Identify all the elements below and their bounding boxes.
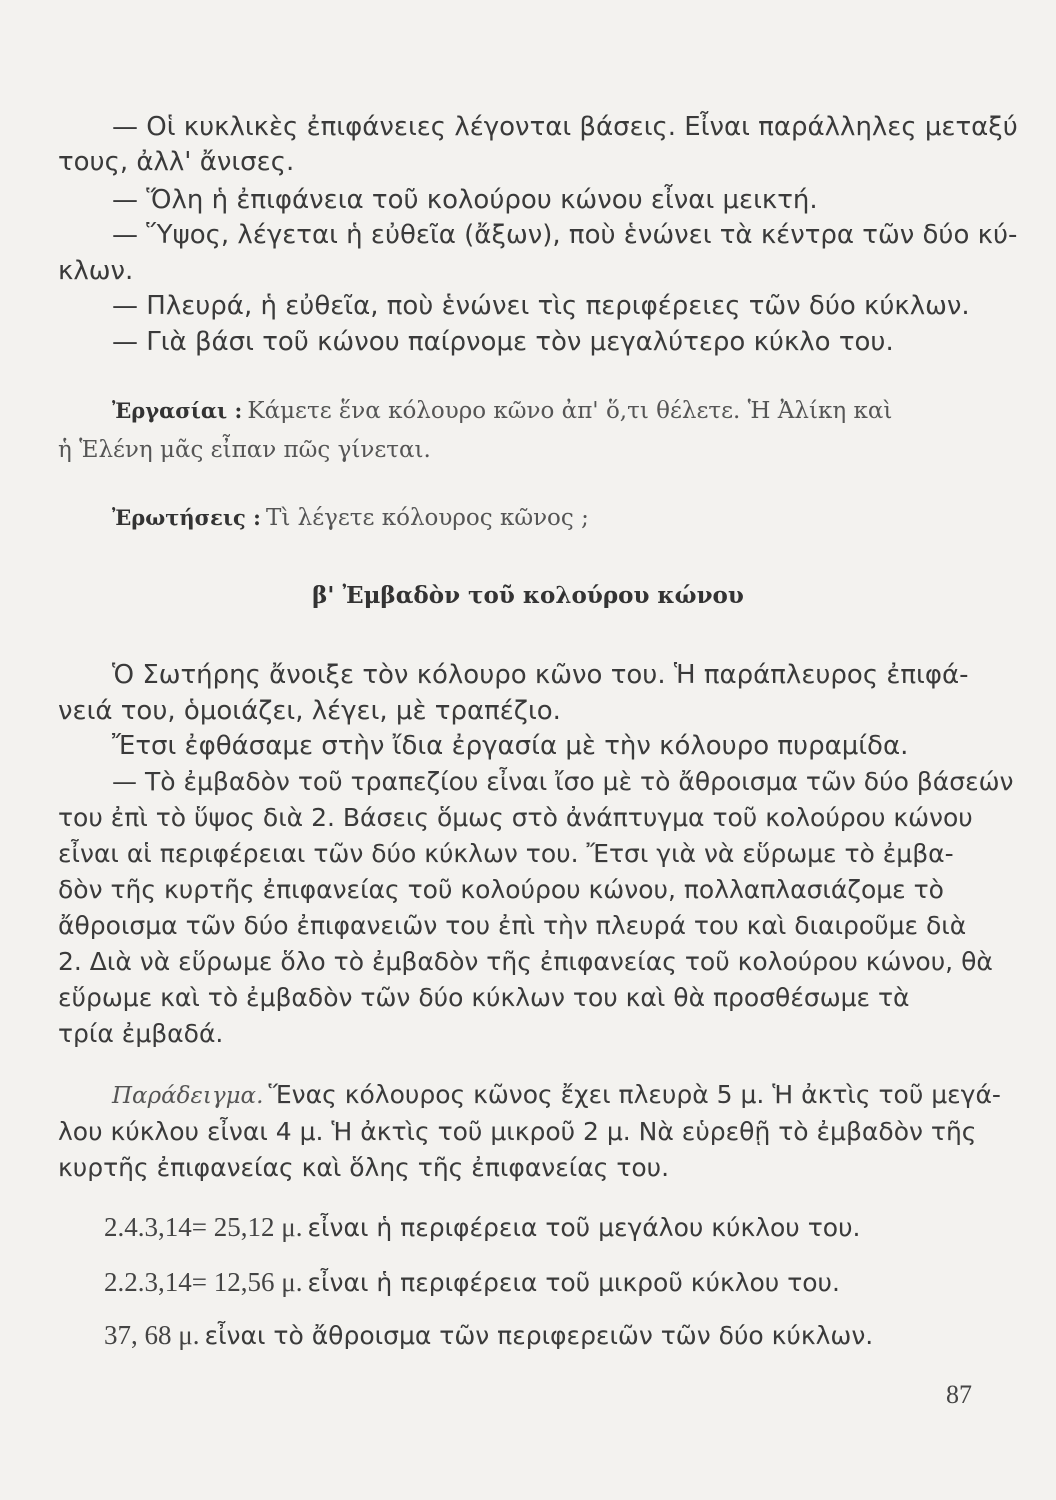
body-line-5: του ἐπὶ τὸ ὕψος διὰ 2. Βάσεις ὅμως στὸ ἀνάπτυγμα τοῦ κολούρου κώνου [58, 803, 973, 832]
intro-line-2: τους, ἀλλ' ἄνισες. [58, 147, 295, 177]
example-text-1: Ἕνας κόλουρος κῶνος ἔχει πλευρὰ 5 μ. Ἡ ἀκτὶς τοῦ μεγά- [268, 1080, 1001, 1109]
intro-line-5: κλων. [58, 256, 134, 286]
intro-line-4: — Ὕψος, λέγεται ἡ εὐθεῖα (ἄξων), ποὺ ἑνώνει τὰ κέντρα τῶν δύο κύ- [112, 220, 1018, 250]
intro-line-7: — Γιὰ βάσι τοῦ κώνου παίρνομε τὸν μεγαλύτερο κύκλο του. [112, 327, 894, 357]
questions-line [112, 505, 589, 531]
questions-text: Τὶ λέγετε κόλουρος κῶνος ; [265, 505, 589, 531]
intro-line-6: — Πλευρά, ἡ εὐθεῖα, ποὺ ἑνώνει τὶς περιφέρειες τῶν δύο κύκλων. [112, 291, 970, 321]
body-line-7: δὸν τῆς κυρτῆς ἐπιφανείας τοῦ κολούρου κώνου, πολλαπλασιάζομε τὸ [58, 875, 944, 904]
body-line-4: — Τὸ ἐμβαδὸν τοῦ τραπεζίου εἶναι ἴσο μὲ τὸ ἄθροισμα τῶν δύο βάσεών [112, 767, 1014, 796]
intro-line-3: — Ὅλη ἡ ἐπιφάνεια τοῦ κολούρου κώνου εἶναι μεικτή. [112, 185, 818, 215]
tasks-label: Ἐργασίαι : [112, 398, 243, 423]
calc-line-2 [104, 1267, 840, 1298]
calc-line-3 [104, 1320, 873, 1351]
tasks-line-1 [112, 398, 892, 424]
example-line-3: κυρτῆς ἐπιφανείας καὶ ὅλης τῆς ἐπιφανείας του. [58, 1153, 670, 1182]
body-line-9: 2. Διὰ νὰ εὕρωμε ὅλο τὸ ἐμβαδὸν τῆς ἐπιφανείας τοῦ κολούρου κώνου, θὰ [58, 947, 993, 976]
example-line-1 [112, 1080, 1001, 1109]
calc-3-text: εἶναι τὸ ἄθροισμα τῶν περιφερειῶν τῶν δύο κύκλων. [204, 1321, 874, 1350]
body-line-1: Ὁ Σωτήρης ἄνοιξε τὸν κόλουρο κῶνο του. Ἡ παράπλευρος ἐπιφά- [112, 660, 969, 690]
body-line-11: τρία ἐμβαδά. [58, 1019, 224, 1048]
calc-1-expr: 2.4.3,14= 25,12 μ. [104, 1212, 303, 1242]
body-line-3: Ἔτσι ἐφθάσαμε στὴν ἴδια ἐργασία μὲ τὴν κόλουρο πυραμίδα. [112, 731, 909, 761]
calc-line-1 [104, 1212, 860, 1243]
body-line-10: εὕρωμε καὶ τὸ ἐμβαδὸν τῶν δύο κύκλων του καὶ θὰ προσθέσωμε τὰ [58, 983, 910, 1012]
calc-2-text: εἶναι ἡ περιφέρεια τοῦ μικροῦ κύκλου του. [307, 1268, 840, 1297]
body-line-6: εἶναι αἱ περιφέρειαι τῶν δύο κύκλων του. Ἔτσι γιὰ νὰ εὕρωμε τὸ ἐμβα- [58, 839, 954, 868]
tasks-line-2: ἡ Ἑλένη μᾶς εἶπαν πῶς γίνεται. [58, 437, 431, 463]
section-heading: β' Ἐμβαδὸν τοῦ κολούρου κώνου [312, 582, 744, 609]
calc-2-expr: 2.2.3,14= 12,56 μ. [104, 1267, 303, 1297]
intro-line-1: — Οἱ κυκλικὲς ἐπιφάνειες λέγονται βάσεις. Εἶναι παράλληλες μεταξύ [112, 112, 1018, 142]
example-label: Παράδειγμα. [112, 1083, 264, 1109]
example-line-2: λου κύκλου εἶναι 4 μ. Ἡ ἀκτὶς τοῦ μικροῦ 2 μ. Νὰ εὑρεθῇ τὸ ἐμβαδὸν τῆς [58, 1117, 977, 1146]
questions-label: Ἐρωτήσεις : [112, 505, 261, 530]
calc-3-expr: 37, 68 μ. [104, 1320, 200, 1350]
body-line-8: ἄθροισμα τῶν δύο ἐπιφανειῶν του ἐπὶ τὴν πλευρά του καὶ διαιροῦμε διὰ [58, 911, 967, 940]
page-number: 87 [946, 1380, 972, 1409]
tasks-text-1: Κάμετε ἕνα κόλουρο κῶνο ἀπ' ὅ,τι θέλετε. Ἡ Ἀλίκη καὶ [247, 398, 893, 424]
calc-1-text: εἶναι ἡ περιφέρεια τοῦ μεγάλου κύκλου του. [307, 1213, 861, 1242]
body-line-2: νειά του, ὁμοιάζει, λέγει, μὲ τραπέζιο. [58, 696, 561, 726]
